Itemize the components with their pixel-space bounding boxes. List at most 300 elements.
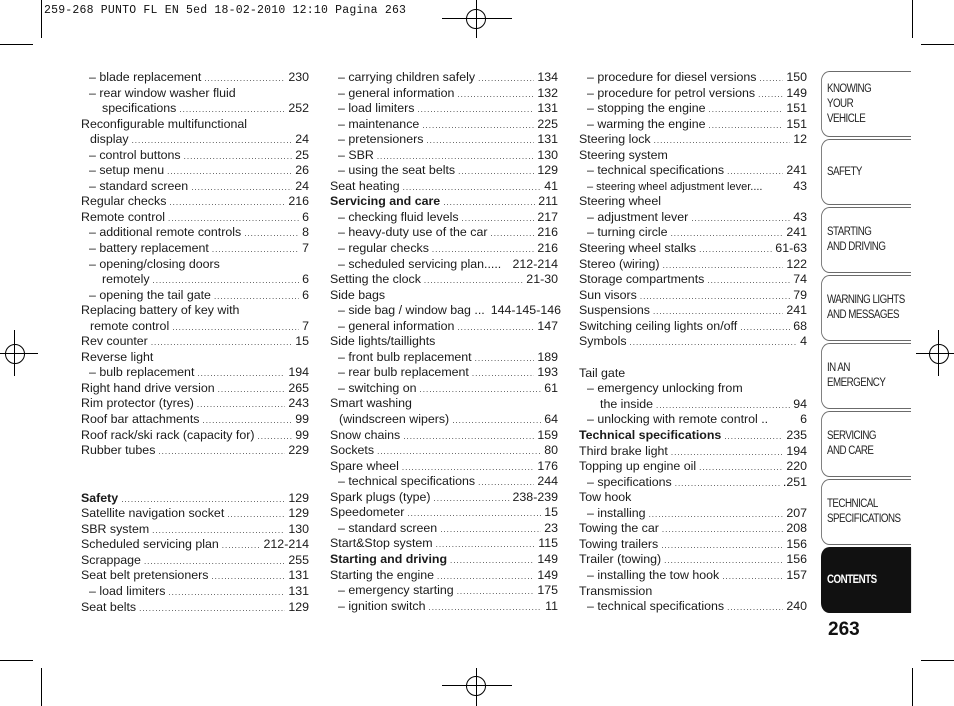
index-entry-page: 235: [786, 428, 807, 443]
dot-leader: [675, 476, 780, 492]
index-entry-page: 43: [793, 209, 807, 224]
index-entry-page: 132: [537, 85, 558, 100]
index-entry-page: 26: [295, 163, 309, 178]
index-entry-title: Roof rack/ski rack (capacity for): [81, 427, 255, 442]
dot-leader: [426, 133, 534, 149]
dot-leader: [656, 398, 790, 414]
index-entry-title: Snow chains: [330, 427, 401, 442]
index-entry-page: 15: [544, 505, 558, 520]
index-entry: [81, 568, 309, 584]
index-entry: [579, 132, 807, 148]
index-entry-page: 130: [537, 147, 558, 162]
index-entry: [579, 506, 807, 522]
dot-leader: [671, 226, 784, 242]
dot-leader: [169, 195, 285, 211]
index-entry: [330, 350, 558, 366]
index-entry-page: 131: [537, 132, 558, 147]
index-entry: [579, 599, 807, 615]
dot-leader: [722, 569, 783, 585]
index-entry: [579, 552, 807, 568]
index-entry-page: 208: [786, 521, 807, 536]
index-entry: [579, 475, 807, 491]
index-entry: [579, 194, 807, 210]
index-entry-title: – stopping the engine: [587, 101, 706, 116]
index-entry-page: 241: [786, 163, 807, 178]
index-entry-title: – battery replacement: [89, 241, 209, 256]
dot-leader: [227, 507, 285, 523]
index-entry: [579, 148, 807, 164]
index-entry-title: Stereo (wiring): [579, 256, 660, 271]
dot-leader: [436, 537, 536, 553]
index-entry: [330, 70, 558, 86]
dot-leader: [214, 289, 299, 305]
index-entry-title: – turning circle: [587, 225, 668, 240]
index-entry-title: Roof bar attachments: [81, 412, 200, 427]
index-entry-title: SBR system: [81, 521, 150, 536]
index-entry: [330, 552, 558, 568]
index-entry: [81, 553, 309, 569]
index-entry-page: 207: [786, 505, 807, 520]
index-entry-title: Smart washing: [330, 396, 412, 411]
tab-label-line: AND DRIVING: [826, 241, 886, 253]
index-entry-title: Topping up engine oil: [579, 459, 697, 474]
index-entry-title: – rear window washer fluid: [89, 85, 236, 100]
index-entry-title: Rubber tubes: [81, 443, 156, 458]
index-entry-page: 64: [544, 412, 558, 427]
index-entry-page: 159: [537, 427, 558, 442]
dot-leader: [472, 366, 534, 382]
index-entry: [579, 412, 807, 428]
index-entry-title: – unlocking with remote control ..: [587, 412, 769, 427]
index-entry-title: – emergency unlocking from: [587, 381, 743, 396]
index-entry: [579, 537, 807, 553]
index-entry: [579, 521, 807, 537]
index-entry: [330, 490, 558, 506]
index-entry-title: Reconfigurable multifunctional: [81, 116, 247, 131]
index-entry-page: 129: [537, 163, 558, 178]
index-entry-page: 23: [544, 520, 558, 535]
index-entry-title: Speedometer: [330, 505, 405, 520]
index-entry-title: Symbols: [579, 334, 627, 349]
dot-leader: [490, 226, 534, 242]
index-entry: [330, 396, 558, 412]
index-entry-title: Trailer (towing): [579, 552, 662, 567]
index-entry-page: 156: [786, 536, 807, 551]
index-entry: [330, 163, 558, 179]
index-entry: [579, 397, 807, 413]
tab-label-line: SAFETY: [826, 165, 862, 178]
index-entry: [579, 334, 807, 350]
index-entry-title: – setup menu: [89, 163, 165, 178]
index-entry-title: – side bag / window bag ...: [338, 303, 485, 318]
index-entry: [330, 179, 558, 195]
index-column-2: [330, 70, 561, 614]
index-entry-title: – standard screen: [338, 520, 438, 535]
index-entry-page: 149: [537, 567, 558, 582]
index-entry-title: Right hand drive version: [81, 380, 215, 395]
index-entry-title: Satellite navigation socket: [81, 506, 225, 521]
index-entry-title: Setting the clock: [330, 272, 421, 287]
index-entry-page: 240: [786, 599, 807, 614]
dot-leader: [197, 366, 285, 382]
dot-leader: [211, 569, 285, 585]
index-entry: [81, 148, 309, 164]
index-entry: [330, 101, 558, 117]
index-entry: [81, 428, 309, 444]
index-entry-page: 212-214: [263, 537, 309, 552]
dot-leader: [428, 600, 542, 616]
dot-leader: [671, 445, 783, 461]
index-entry-title: – emergency starting: [338, 583, 454, 598]
index-entry: [81, 459, 309, 475]
index-entry: [330, 117, 558, 133]
dot-leader: [168, 211, 299, 227]
index-entry: [579, 459, 807, 475]
index-entry-title: – warming the engine: [587, 116, 706, 131]
index-entry-page: 129: [288, 490, 309, 505]
dot-leader: [152, 523, 285, 539]
index-entry: [330, 319, 558, 335]
index-entry-page: 156: [786, 552, 807, 567]
index-entry-title: Steering system: [579, 147, 668, 162]
tab-label-line: AND CARE: [826, 445, 874, 457]
index-entry-title: Tail gate: [579, 365, 626, 380]
dot-leader: [420, 382, 542, 398]
index-entry: [330, 365, 558, 381]
dot-leader: [402, 460, 534, 476]
dot-leader: [450, 553, 534, 569]
index-entry-page: 21-30: [526, 272, 558, 287]
dot-leader: [740, 320, 790, 336]
dot-leader: [699, 242, 772, 258]
dot-leader: [218, 382, 286, 398]
index-entry-page: 12: [793, 132, 807, 147]
index-entry: [81, 225, 309, 241]
index-entry: [579, 584, 807, 600]
tab-label-line: CONTENTS: [826, 573, 877, 586]
dot-leader: [661, 538, 783, 554]
tab-label-line: SPECIFICATIONS: [826, 513, 901, 525]
index-entry-page: 243: [288, 396, 309, 411]
index-entry-page: 130: [288, 521, 309, 536]
tab-servicing-and-care[interactable]: [821, 411, 911, 477]
index-column-1: [81, 70, 309, 615]
index-entry-page: 7: [302, 318, 309, 333]
index-entry: [330, 443, 558, 459]
tab-label-line: IN AN: [826, 362, 850, 374]
index-entry: [330, 257, 558, 273]
index-entry-title: – load limiters: [338, 101, 415, 116]
dot-leader: [377, 149, 535, 165]
index-entry-title: Switching ceiling lights on/off: [579, 318, 738, 333]
index-entry: [330, 505, 558, 521]
index-entry-title: – carrying children safely: [338, 70, 476, 84]
tab-label-line: EMERGENCY: [826, 377, 886, 389]
dot-leader: [424, 273, 523, 289]
index-entry-title: Servicing and care: [330, 194, 441, 209]
index-entry-title: Steering wheel stalks: [579, 241, 697, 256]
index-entry: [81, 179, 309, 195]
dot-leader: [708, 118, 783, 134]
index-entry-title: remote control: [90, 318, 170, 333]
index-entry: [81, 272, 309, 288]
tab-label-line: KNOWING: [826, 82, 872, 95]
dot-leader: [417, 102, 534, 118]
index-entry: [81, 443, 309, 459]
dot-leader: [202, 413, 292, 429]
index-entry-title: Scheduled servicing plan: [81, 537, 219, 552]
index-entry-title: Start&Stop system: [330, 536, 433, 551]
index-entry-page: 61-63: [775, 241, 807, 256]
index-entry-title: Transmission: [579, 583, 653, 598]
index-entry-title: – procedure for petrol versions: [587, 85, 756, 100]
index-entry-page: 212-214: [512, 256, 558, 271]
index-entry-page: 41: [544, 178, 558, 193]
index-entry-page: 252: [288, 101, 309, 116]
index-entry: [81, 210, 309, 226]
index-entry-title: Side lights/taillights: [330, 334, 436, 349]
index-entry: [579, 288, 807, 304]
index-entry-page: 131: [288, 568, 309, 583]
index-entry-page: 8: [302, 225, 309, 240]
dot-leader: [478, 71, 534, 87]
index-entry-page: 217: [537, 209, 558, 224]
index-entry-page: 151: [786, 116, 807, 131]
dot-leader: [709, 102, 784, 118]
index-entry: [81, 365, 309, 381]
index-entry-page: 230: [288, 70, 309, 84]
dot-leader: [437, 569, 534, 585]
index-entry-page: 131: [537, 101, 558, 116]
index-entry-title: – checking fluid levels: [338, 209, 459, 224]
index-entry: [579, 225, 807, 241]
dot-leader: [222, 538, 261, 554]
dot-leader: [204, 71, 285, 87]
index-entry: [81, 86, 309, 102]
index-entry: [330, 459, 558, 475]
index-entry: [579, 272, 807, 288]
dot-leader: [121, 492, 285, 508]
dot-leader: [153, 273, 300, 289]
dot-leader: [212, 242, 299, 258]
tab-starting-and-driving[interactable]: [821, 207, 911, 273]
index-entry-page: 6: [302, 287, 309, 302]
dot-leader: [654, 133, 791, 149]
index-entry-page: 11: [545, 598, 558, 613]
index-entry: [81, 334, 309, 350]
index-entry: [579, 319, 807, 335]
index-entry: [579, 303, 807, 319]
index-entry: [330, 521, 558, 537]
index-entry: [579, 163, 807, 179]
index-entry: [330, 599, 558, 615]
index-entry-title: – opening the tail gate: [89, 287, 211, 302]
index-entry-title: Regular checks: [81, 194, 167, 209]
index-entry-page: 175: [537, 583, 558, 598]
index-entry-title: specifications: [102, 101, 177, 116]
index-entry-title: – general information: [338, 85, 455, 100]
index-entry-title: – blade replacement: [89, 70, 202, 84]
index-entry-title: – technical specifications: [587, 599, 725, 614]
index-entry: [330, 225, 558, 241]
index-entry: [330, 412, 558, 428]
index-entry-page: 144-145-146: [490, 303, 561, 318]
index-entry-title: Seat belt pretensioners: [81, 568, 209, 583]
index-entry: [330, 241, 558, 257]
tab-knowing-your-vehicle[interactable]: [821, 71, 911, 137]
dot-leader: [707, 273, 790, 289]
index-entry: [81, 257, 309, 273]
index-entry: [330, 536, 558, 552]
index-entry-page: 216: [288, 194, 309, 209]
index-entry-title: – regular checks: [338, 241, 429, 256]
index-entry: [81, 584, 309, 600]
index-entry-title: remotely: [102, 272, 150, 287]
dot-leader: [184, 149, 293, 165]
index-entry-title: Safety: [81, 490, 119, 505]
dot-leader: [758, 87, 783, 103]
index-entry: [330, 148, 558, 164]
dot-leader: [727, 164, 783, 180]
tab-in-an-emergency[interactable]: [821, 343, 911, 409]
index-entry: [330, 303, 561, 319]
tab-label-line: VEHICLE: [826, 112, 866, 125]
dot-leader: [663, 258, 784, 274]
index-entry-page: 151: [786, 101, 807, 116]
index-entry-title: Sun visors: [579, 287, 637, 302]
index-entry-page: 229: [288, 443, 309, 458]
index-entry: [330, 428, 558, 444]
index-entry: [330, 132, 558, 148]
index-entry: [579, 179, 807, 195]
dot-leader: [457, 584, 535, 600]
dot-leader: [699, 460, 783, 476]
index-entry-page: 25: [295, 147, 309, 162]
index-entry: [579, 366, 807, 382]
index-entry-page: 74: [793, 272, 807, 287]
index-entry-page: 6: [302, 272, 309, 287]
index-entry-title: Seat belts: [81, 599, 137, 614]
index-entry-title: – bulb replacement: [89, 365, 195, 380]
dot-leader: [478, 475, 534, 491]
dot-leader: [407, 506, 541, 522]
dot-leader: [457, 320, 534, 336]
dot-leader: [197, 397, 285, 413]
dot-leader: [432, 242, 534, 258]
index-entry-page: 193: [537, 365, 558, 380]
index-entry-title: – standard screen: [89, 178, 189, 193]
dot-leader: [144, 554, 285, 570]
index-entry-title: – procedure for diesel versions: [587, 70, 757, 84]
index-entry-title: Reverse light: [81, 349, 154, 364]
dot-leader: [664, 553, 783, 569]
index-entry: [579, 444, 807, 460]
dot-leader: [475, 351, 535, 367]
index-entry: [330, 381, 558, 397]
index-entry-title: – adjustment lever: [587, 209, 689, 224]
index-entry-title: Steering wheel: [579, 194, 661, 209]
index-entry-title: – installing the tow hook: [587, 567, 720, 582]
index-entry-title: – general information: [338, 318, 455, 333]
index-entry-title: Storage compartments: [579, 272, 705, 287]
page-number: 263: [828, 619, 860, 640]
dot-leader: [172, 320, 299, 336]
index-entry-page: 129: [288, 599, 309, 614]
tab-label-line: TECHNICAL: [826, 498, 878, 510]
dot-leader: [440, 522, 541, 538]
index-entry-title: – SBR: [338, 147, 374, 162]
index-entry: [81, 475, 309, 491]
index-entry: [81, 600, 309, 616]
index-entry-title: Remote control: [81, 209, 166, 224]
tab-warning-lights-and-messages[interactable]: [821, 275, 911, 341]
index-entry-title: Steering lock: [579, 132, 651, 147]
index-entry: [81, 163, 309, 179]
index-entry-title: Suspensions: [579, 303, 650, 318]
index-entry-title: Rev counter: [81, 334, 148, 349]
index-entry-title: Spare wheel: [330, 458, 399, 473]
index-entry: [579, 101, 807, 117]
tab-safety[interactable]: [821, 139, 911, 205]
index-entry: [330, 568, 558, 584]
index-entry-title: – using the seat belts: [338, 163, 456, 178]
index-entry-title: Side bags: [330, 287, 386, 302]
index-entry: [81, 101, 309, 117]
index-entry-title: Towing the car: [579, 521, 659, 536]
index-entry-title: – heavy-duty use of the car: [338, 225, 488, 240]
index-entry-title: – technical specifications: [338, 474, 476, 489]
dot-leader: [139, 601, 285, 617]
index-entry-page: 43: [793, 178, 807, 193]
dot-leader: [377, 444, 541, 460]
index-entry-page: 7: [302, 241, 309, 256]
index-entry: [81, 491, 309, 507]
index-entry-page: 157: [786, 567, 807, 582]
tab-contents[interactable]: [821, 547, 911, 613]
index-entry-page: 241: [786, 225, 807, 240]
dot-leader: [403, 180, 542, 196]
index-entry: [81, 537, 309, 553]
index-entry-page: 211: [538, 194, 558, 209]
index-entry-title: Spark plugs (type): [330, 489, 431, 504]
index-entry-title: (windscreen wipers): [339, 412, 450, 427]
tab-label-line: SERVICING: [826, 430, 876, 442]
dot-leader: [691, 211, 790, 227]
tab-label-line: AND MESSAGES: [826, 309, 900, 321]
dot-leader: [422, 118, 534, 134]
index-entry: [579, 210, 807, 226]
index-entry: [330, 210, 558, 226]
index-entry: [81, 350, 309, 366]
dot-leader: [244, 226, 299, 242]
dot-leader: [132, 133, 293, 149]
dot-leader: [167, 164, 292, 180]
index-entry-page: 220: [786, 459, 807, 474]
dot-leader: [403, 429, 534, 445]
tab-technical-specifications[interactable]: [821, 479, 911, 545]
tab-label-line: WARNING LIGHTS: [826, 294, 905, 306]
index-entry: [579, 117, 807, 133]
index-entry-page: 134: [537, 70, 558, 84]
index-entry-page: 6: [800, 412, 807, 427]
dot-leader: [191, 180, 292, 196]
index-entry: [81, 506, 309, 522]
index-entry: [81, 132, 309, 148]
index-entry: [579, 350, 807, 366]
index-entry: [81, 412, 309, 428]
index-entry-title: – control buttons: [89, 147, 181, 162]
index-entry-title: Towing trailers: [579, 536, 659, 551]
